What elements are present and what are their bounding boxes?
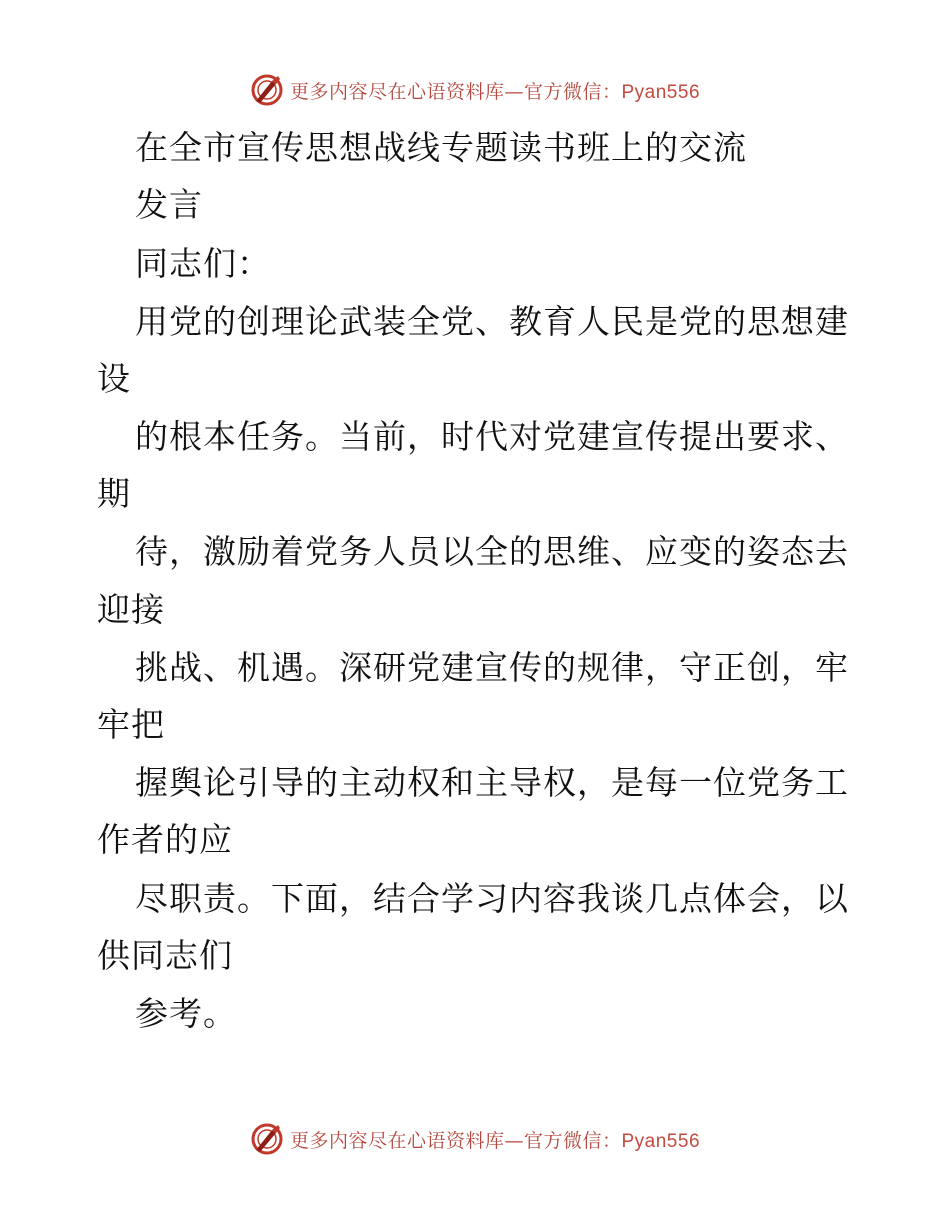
paragraph-line: 挑战、机遇。深研党建宣传的规律，守正创，牢: [135, 648, 849, 687]
wechat-account: Pyan556: [621, 1130, 701, 1152]
watermark-text: 更多内容尽在心语资料库—官方微信：Pyan556: [289, 80, 701, 103]
paragraph-line: 迎接: [97, 590, 165, 629]
watermark-text: 更多内容尽在心语资料库—官方微信：Pyan556: [289, 1129, 701, 1152]
paragraph-line: 设: [97, 359, 131, 398]
pen-logo-icon: [250, 73, 284, 107]
paragraph-line: 期: [97, 474, 131, 513]
paragraph-line: 握舆论引导的主动权和主导权，是每一位党务工: [135, 763, 849, 802]
paragraph-line: 参考。: [135, 994, 237, 1033]
paragraph-line: 待，激励着党务人员以全的思维、应变的姿态去: [135, 532, 849, 571]
paragraph-line: 供同志们: [97, 936, 233, 975]
paragraph-line: 的根本任务。当前，时代对党建宣传提出要求、: [135, 417, 849, 456]
wechat-account: Pyan556: [621, 81, 701, 103]
paragraph-line: 作者的应: [97, 820, 233, 859]
header-watermark: [0, 70, 950, 110]
title-line-1: 在全市宣传思想战线专题读书班上的交流: [135, 128, 747, 167]
paragraph-line: 尽职责。下面，结合学习内容我谈几点体会，以: [135, 879, 849, 918]
footer-watermark: [0, 1119, 950, 1159]
paragraph-line: 用党的创理论武装全党、教育人民是党的思想建: [135, 302, 849, 341]
paragraph-line: 牢把: [97, 705, 165, 744]
salutation: 同志们：: [135, 244, 271, 283]
pen-logo-icon: [250, 1122, 284, 1156]
title-line-2: 发言: [135, 185, 203, 224]
